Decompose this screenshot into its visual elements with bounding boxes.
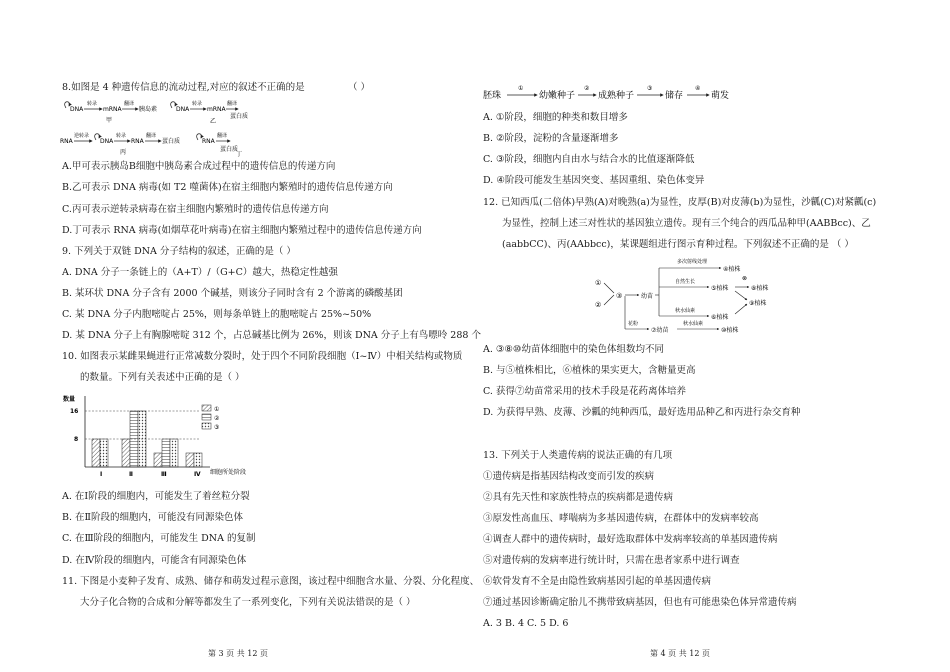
jia-dna: DNA (70, 106, 84, 113)
flow-step-3: 成熟种子 (598, 91, 635, 101)
node-4: ④植株 (723, 266, 741, 273)
bar-stage3-series2 (162, 439, 170, 467)
ding-label: 丁 (236, 151, 243, 158)
ding-rna: RNA (202, 138, 215, 145)
q8-option-b: B.乙可表示 DNA 病毒(如 T2 噬菌体)在宿主细胞内繁殖时的遗传信息传递方向 (62, 182, 393, 193)
q10-stem-line1: 10. 如图表示某雌果蝇进行正常减数分裂时，处于四个不同阶段细胞（Ⅰ~Ⅳ）中相关结构或物质 (62, 351, 463, 362)
node-5: ⑤植株 (711, 285, 729, 292)
page-4 (475, 0, 950, 672)
q11-stem-line1: 11. 下图是小麦种子发育、成熟、储存和萌发过程示意图，该过程中细胞含水量、分裂、分化程度、 (62, 576, 480, 587)
node-10: ⑩植株 (721, 327, 739, 334)
q11-option-c: C. ③阶段，细胞内自由水与结合水的比值逐渐降低 (483, 154, 695, 165)
q9-option-d: D. 某 DNA 分子上有胸腺嘧啶 312 个，占总碱基比例为 26%，则该 DNA 分子上有鸟嘌呤 288 个 (62, 330, 481, 341)
q13-item-2: ②具有先天性和家族性特点的疾病都是遗传病 (483, 492, 674, 503)
node-7: ⑦幼苗 (651, 327, 669, 334)
bing-t1: 转录 (116, 133, 127, 139)
q12-option-b: B. 与⑤植株相比，⑥植株的果实更大，含糖量更高 (483, 365, 696, 376)
yi-t2: 翻译 (227, 101, 238, 107)
y-tick-16: 16 (70, 408, 79, 415)
bing-label: 丙 (120, 149, 127, 156)
page-footer-left: 第 3 页 共 12 页 (208, 649, 268, 658)
q11-option-a: A. ①阶段，细胞的种类和数目增多 (483, 112, 628, 123)
yi-label: 乙 (210, 118, 217, 125)
q8-option-a: A.甲可表示胰岛B细胞中胰岛素合成过程中的遗传信息的传递方向 (62, 161, 336, 172)
chart-bar-group (92, 411, 202, 467)
colchicine-label-1: 秋水仙素 (675, 308, 696, 314)
q10-option-c: C. 在Ⅲ阶段的细胞内，可能发生 DNA 的复制 (62, 533, 256, 544)
q8-stem: 8.如图是 4 种遗传信息的流动过程,对应的叙述不正确的是 (62, 82, 305, 93)
q8-option-c: C.丙可表示逆转录病毒在宿主细胞内繁殖时的遗传信息传递方向 (62, 204, 329, 215)
bar-stage1-series3 (100, 439, 108, 467)
legend-label-2: ② (214, 415, 220, 422)
bing-rna: RNA (60, 138, 73, 145)
seedling-label: 幼苗 (641, 293, 654, 300)
node-3: ③ (616, 292, 623, 300)
flow-step-5: 萌发 (711, 91, 730, 101)
q9-option-a: A. DNA 分子一条链上的（A+T）/（G+C）越大，热稳定性越强 (62, 267, 338, 278)
bing-t0: 逆转录 (74, 133, 90, 139)
q13-item-3: ③原发性高血压、哮喘病为多基因遗传病，在群体中的发病率较高 (483, 513, 759, 524)
q11-seed-flow (483, 80, 743, 104)
ding-end: 蛋白质 (220, 146, 239, 153)
legend-label-1: ① (214, 406, 220, 413)
y-axis-label: 数量 (63, 396, 76, 403)
q12-stem-line1: 12. 已知西瓜(二倍体)早熟(A)对晚熟(a)为显性，皮厚(B)对皮薄(b)为显性，沙瓤(C)对紧瓤(c) (483, 197, 877, 208)
q10-option-d: D. 在Ⅳ阶段的细胞内，可能含有同源染色体 (62, 555, 247, 566)
yi-t1: 转录 (192, 101, 203, 107)
jia-mrna: mRNA (103, 106, 122, 113)
q11-stem-line2: 大分子化合物的合成和分解等都发生了一系列变化，下列有关说法错误的是（ ） (80, 597, 416, 608)
x-tick-4: Ⅳ (194, 471, 201, 478)
q12-option-c: C. 获得⑦幼苗常采用的技术手段是花药离体培养 (483, 386, 686, 397)
ding-t2: 翻译 (217, 133, 228, 139)
x-tick-2: Ⅱ (129, 471, 133, 478)
yi-end: 蛋白质 (230, 113, 249, 120)
jia-end: 胰岛素 (139, 106, 158, 113)
q9-stem: 9. 下列关于双链 DNA 分子结构的叙述，正确的是（ ） (62, 246, 296, 257)
q12-option-a: A. ③⑧⑩幼苗体细胞中的染色体组数均不同 (483, 344, 664, 355)
x-tick-3: Ⅲ (161, 471, 167, 478)
node-1: ① (595, 279, 602, 287)
flow-step-4: 储存 (665, 91, 684, 101)
colchicine-label-2: 秋水仙素 (683, 321, 704, 327)
q13-item-1: ①遗传病是指基因结构改变而引发的疾病 (483, 471, 655, 482)
q13-item-6: ⑥软骨发育不全是由隐性致病基因引起的单基因遗传病 (483, 576, 712, 587)
jia-t1: 转录 (87, 101, 98, 107)
x-tick-labels (100, 471, 201, 478)
q11-option-b: B. ②阶段，淀粉的含量逐渐增多 (483, 133, 619, 144)
yi-mrna: mRNA (207, 106, 226, 113)
q10-stem-line2: 的数量。下列有关表述中正确的是（ ） (80, 372, 245, 383)
node-6: ⑥植株 (711, 314, 729, 321)
q8-answer-paren: （ ） (348, 82, 371, 93)
jia-label: 甲 (106, 117, 113, 124)
natural-growth-label: 自然生长 (675, 279, 696, 285)
bing-dna: DNA (100, 138, 114, 145)
q13-item-7: ⑦通过基因诊断确定胎儿不携带致病基因，但也有可能患染色体异常遗传病 (483, 597, 797, 608)
bar-stage1-series1 (92, 439, 100, 467)
bar-stage4-series1 (186, 453, 194, 467)
q12-option-d: D. 为获得早熟、皮薄、沙瓤的纯种西瓜，最好选用品种乙和丙进行杂交育种 (483, 407, 801, 418)
legend-swatch-2 (202, 414, 211, 420)
bar-stage2-series1 (122, 439, 130, 467)
q13-answer-options: A. 3 B. 4 C. 5 D. 6 (483, 618, 569, 629)
q9-option-c: C. 某 DNA 分子内胞嘧啶占 25%，则每条单链上的胞嘧啶占 25%~50% (62, 309, 372, 320)
q12-breeding-diagram (595, 256, 795, 338)
flow-num-2: ② (584, 85, 590, 92)
flow-step-2: 幼嫩种子 (539, 91, 576, 101)
bar-stage4-series3 (194, 453, 202, 467)
node-2: ② (595, 301, 602, 309)
q13-item-4: ④调查人群中的遗传病时，最好选取群体中发病率较高的单基因遗传病 (483, 534, 778, 545)
yi-dna: DNA (176, 106, 190, 113)
q13-item-5: ⑤对遗传病的发病率进行统计时，只需在患者家系中进行调查 (483, 555, 740, 566)
flow-num-3: ③ (647, 85, 653, 92)
page-footer-right: 第 4 页 共 12 页 (650, 649, 710, 658)
legend-swatch-3 (202, 423, 211, 429)
chart-legend (202, 405, 220, 431)
bar-stage3-series1 (154, 453, 162, 467)
q13-stem: 13. 下列关于人类遗传病的说法正确的有几项 (483, 450, 673, 461)
pollen-label: 花粉 (628, 321, 639, 327)
legend-label-3: ③ (214, 424, 220, 431)
x-axis-label: 细胞所处阶段 (210, 469, 247, 476)
legend-swatch-1 (202, 405, 211, 411)
ray-treatment-label: 多次射线处理 (677, 259, 708, 265)
bar-stage3-series3 (170, 439, 178, 467)
y-tick-8: 8 (74, 436, 79, 443)
q9-option-b: B. 某环状 DNA 分子含有 2000 个碱基，则该分子同时含有 2 个游离的磷酸基团 (62, 288, 403, 299)
bing-rna2: RNA (131, 138, 144, 145)
cross-symbol: ⊗ (742, 275, 748, 282)
q10-option-b: B. 在Ⅱ阶段的细胞内，可能没有同源染色体 (62, 512, 243, 523)
q12-stem-line3: (aabbCC)、丙(AAbbcc)，某课题组进行图示育种过程。下列叙述不正确的是 （ ） (502, 239, 854, 250)
q10-option-a: A. 在Ⅰ阶段的细胞内，可能发生了着丝粒分裂 (62, 491, 250, 502)
node-9: ⑨植株 (749, 300, 767, 307)
flow-num-1: ① (518, 85, 524, 92)
q8-flow-diagram (60, 96, 250, 158)
node-8: ⑧植株 (751, 285, 769, 292)
flow-num-4: ④ (695, 85, 701, 92)
q8-option-d: D.丁可表示 RNA 病毒(如烟草花叶病毒)在宿主细胞内繁殖过程中的遗传信息传递方向 (62, 225, 422, 236)
jia-t2: 翻译 (124, 101, 135, 107)
q12-stem-line2: 为显性，控制上述三对性状的基因独立遗传。现有三个纯合的西瓜品种甲(AABBcc)、乙 (502, 218, 871, 229)
q10-bar-chart (60, 392, 270, 482)
bing-end: 蛋白质 (162, 138, 181, 145)
x-tick-1: Ⅰ (100, 471, 103, 478)
bing-t2: 翻译 (146, 133, 157, 139)
flow-step-1: 胚珠 (483, 91, 502, 101)
q11-option-d: D. ④阶段可能发生基因突变、基因重组、染色体变异 (483, 175, 705, 186)
